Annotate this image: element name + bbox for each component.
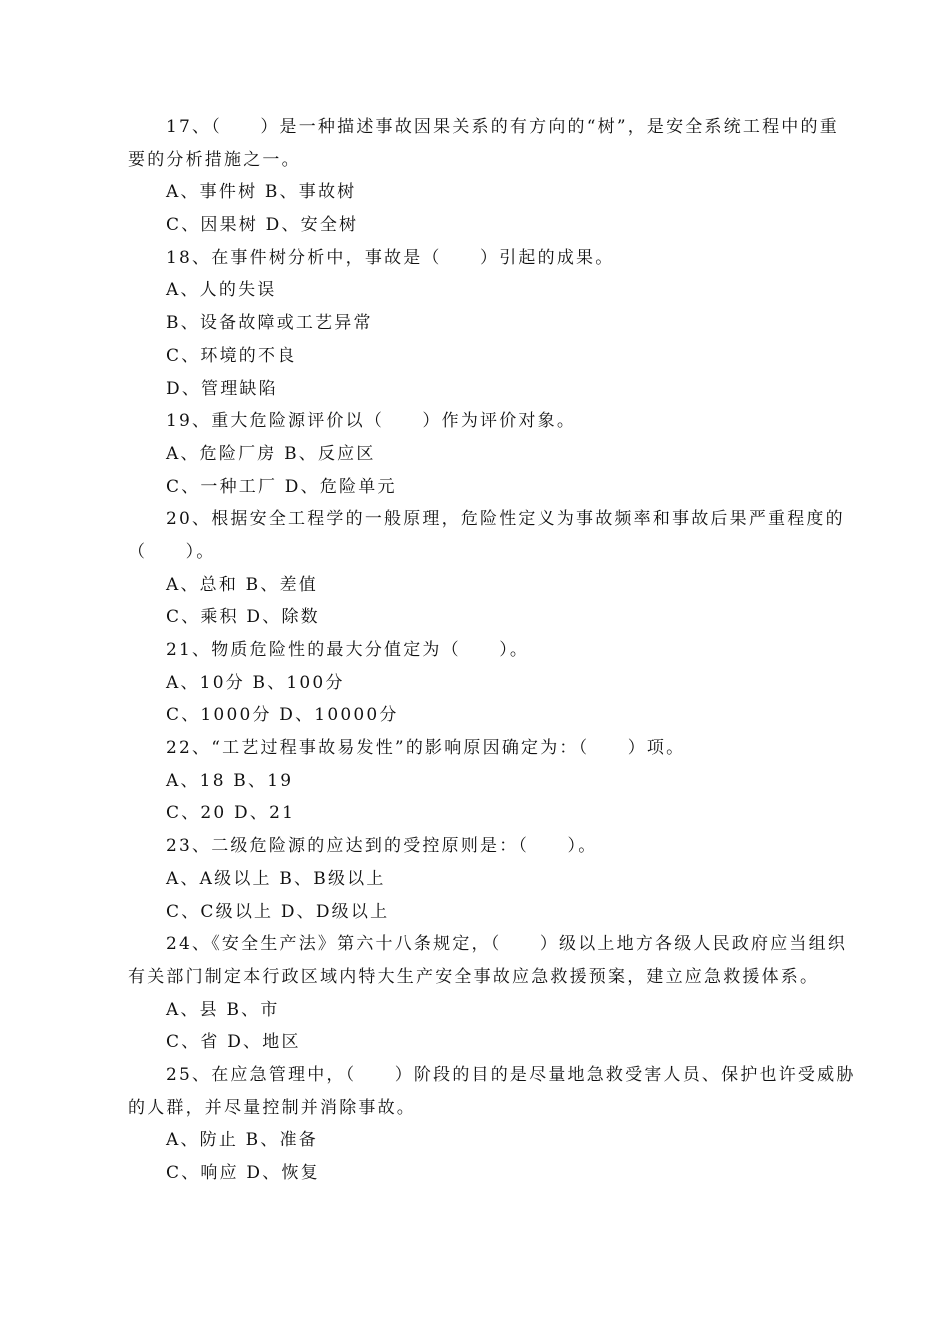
answer-options: D、管理缺陷 xyxy=(166,378,278,399)
answer-options: C、响应 D、恢复 xyxy=(166,1163,320,1183)
answer-options: C、环境的不良 xyxy=(166,345,297,366)
question-text-continued: 的人群，并尽量控制并消除事故。 xyxy=(128,1097,416,1118)
answer-options: B、设备故障或工艺异常 xyxy=(166,313,373,334)
question-list xyxy=(128,111,856,1190)
answer-options: A、危险厂房 B、反应区 xyxy=(166,443,376,464)
answer-options: C、1000分 D、10000分 xyxy=(166,705,399,726)
answer-options: C、省 D、地区 xyxy=(166,1032,301,1053)
answer-options: A、A级以上 B、B级以上 xyxy=(166,868,386,889)
answer-options: C、因果树 D、安全树 xyxy=(166,215,359,236)
question-text: 22、“工艺过程事故易发性”的影响原因确定为：（ ）项。 xyxy=(166,738,686,759)
answer-options: A、事件树 B、事故树 xyxy=(166,182,357,203)
answer-options: A、防止 B、准备 xyxy=(166,1130,318,1151)
question-text: 21、物质危险性的最大分值定为（ ）。 xyxy=(166,640,530,660)
answer-options: C、C级以上 D、D级以上 xyxy=(166,901,390,922)
question-text-continued: 有关部门制定本行政区域内特大生产安全事故应急救援预案，建立应急救援体系。 xyxy=(128,966,820,987)
answer-options: C、乘积 D、除数 xyxy=(166,607,320,628)
answer-options: C、一种工厂 D、危险单元 xyxy=(166,476,397,497)
answer-options: A、18 B、19 xyxy=(166,770,294,791)
answer-options: A、人的失误 xyxy=(166,280,277,301)
answer-options: A、总和 B、差值 xyxy=(166,574,318,595)
question-text: 19、重大危险源评价以（ ）作为评价对象。 xyxy=(166,411,577,432)
answer-options: C、20 D、21 xyxy=(166,803,296,824)
question-text: 23、二级危险源的应达到的受控原则是：（ ）。 xyxy=(166,836,598,857)
question-text-continued: （ ）。 xyxy=(128,541,216,562)
question-text: 20、根据安全工程学的一般原理，危险性定义为事故频率和事故后果严重程度的 xyxy=(166,509,845,530)
question-text: 17、（ ）是一种描述事故因果关系的有方向的“树”，是安全系统工程中的重 xyxy=(166,117,839,137)
question-text: 24、《安全生产法》第六十八条规定，（ ）级以上地方各级人民政府应当组织 xyxy=(166,934,848,955)
question-text: 18、在事件树分析中，事故是（ ）引起的成果。 xyxy=(166,247,615,268)
question-text-continued: 要的分析措施之一。 xyxy=(128,149,301,170)
answer-options: A、县 B、市 xyxy=(166,999,280,1020)
answer-options: A、10分 B、100分 xyxy=(166,672,345,693)
question-text: 25、在应急管理中，（ ）阶段的目的是尽量地急救受害人员、保护也许受威胁 xyxy=(166,1064,856,1085)
